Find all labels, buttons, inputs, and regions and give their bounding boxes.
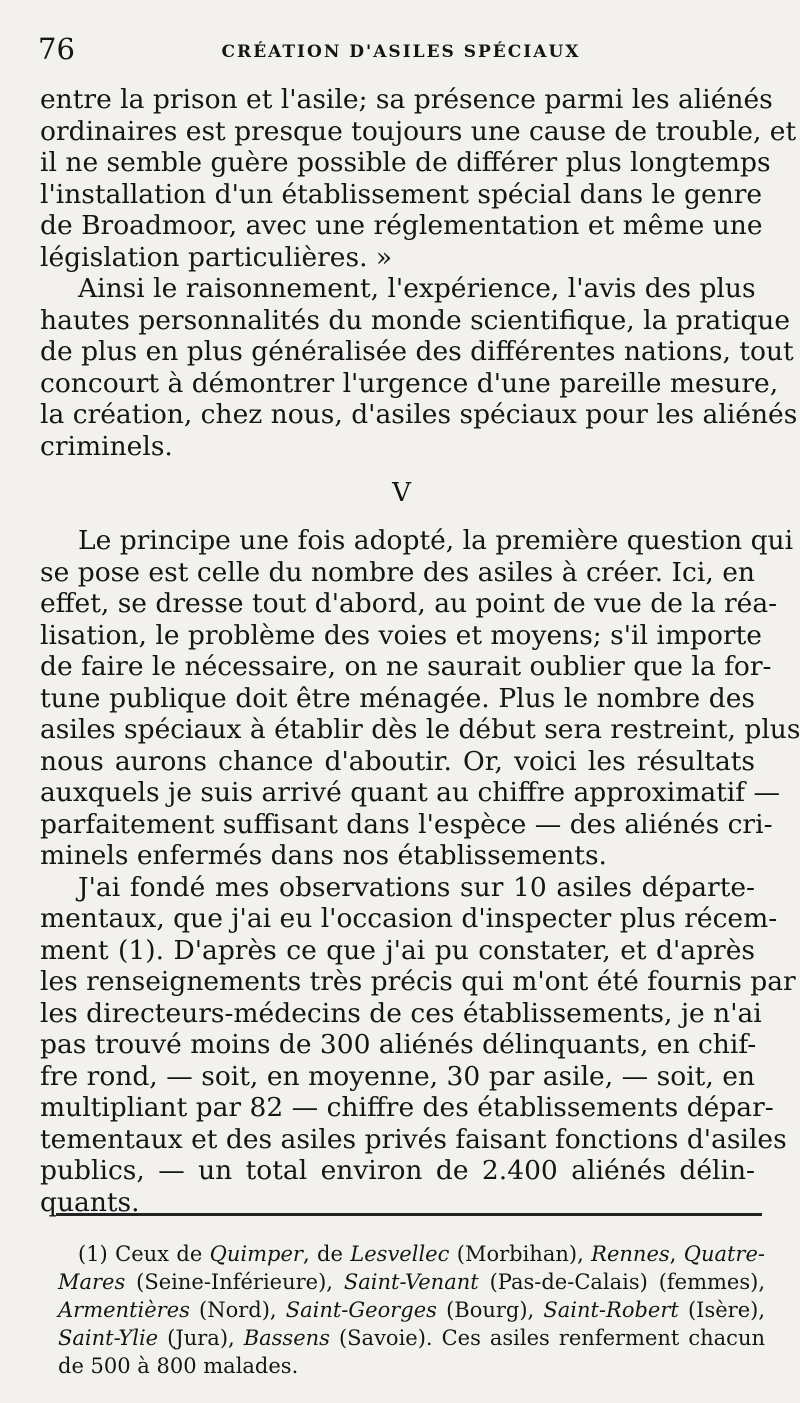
text-line: il ne semble guère possible de différer plus longtemps [40,147,771,178]
text-line: minels enfermés dans nos établissements. [40,840,607,871]
footnote-line: de 500 à 800 malades. [58,1354,299,1378]
footnote-line: Saint-Ylie (Jura), Bassens (Savoie). Ces asiles renferment chacun [58,1326,765,1350]
place-name: Saint-Robert [543,1298,679,1322]
text-line: les directeurs-médecins de ces établissements, je n'ai [40,997,762,1029]
place-name: Quatre- [683,1242,765,1266]
paragraph-1 [40,84,797,273]
text-line: fre rond, — soit, en moyenne, 30 par asile, — soit, en [40,1060,755,1092]
paragraph-4 [40,871,796,1219]
page-number: 76 [38,32,75,66]
text-line: tune publique doit être ménagée. Plus le nombre des [40,682,755,714]
text-line: parfaitement suffisant dans l'espèce — des aliénés cri- [40,808,773,840]
text-line: entre la prison et l'asile; sa présence parmi les aliénés [40,84,773,115]
running-title: CRÉATION D'ASILES SPÉCIAUX [221,42,581,62]
place-name: Armentières [58,1298,190,1322]
paragraph-3 [40,525,800,872]
text-line: auxquels je suis arrivé quant au chiffre approximatif — [40,777,780,808]
text-line: J'ai fondé mes observations sur 10 asiles départe- [78,871,755,903]
text-line: ment (1). D'après ce que j'ai pu constater, et d'après [40,934,755,966]
text-line: l'installation d'un établissement spécial dans le genre [40,178,763,210]
text-line: asiles spéciaux à établir dès le début sera restreint, plus [40,714,800,745]
section-heading: V [392,478,411,508]
text-line: multipliant par 82 — chiffre des établissements dépar- [40,1092,774,1123]
text-line: de plus en plus généralisée des différentes nations, tout [40,336,794,367]
footnote-rule [56,1213,762,1216]
text-line: ordinaires est presque toujours une cause de trouble, et [40,115,797,147]
text-line: législation particulières. » [40,241,393,273]
place-name: Mares [58,1270,126,1294]
page-header [38,32,764,72]
place-name: Bassens [243,1326,330,1350]
place-name: Saint-Venant [343,1270,479,1294]
text-line: hautes personnalités du monde scientifique, la pratique [40,304,791,336]
place-name: Rennes [591,1242,670,1266]
text-line: pas trouvé moins de 300 aliénés délinquants, en chif- [40,1029,757,1060]
footnote-line: (1) Ceux de Quimper, de Lesvellec (Morbihan), Rennes, Quatre- [78,1242,765,1266]
text-line: quants. [40,1186,140,1218]
text-line: concourt à démontrer l'urgence d'une pareille mesure, [40,367,779,399]
text-line: mentaux, que j'ai eu l'occasion d'inspecter plus récem- [40,903,778,934]
text-line: tementaux et des asiles privés faisant fonctions d'asiles [40,1123,787,1155]
body-text [40,84,800,1218]
text-line: la création, chez nous, d'asiles spéciaux pour les aliénés [40,399,798,430]
text-line: de faire le nécessaire, on ne saurait oublier que la for- [40,651,772,682]
text-line: lisation, le problème des voies et moyens; s'il importe [40,619,762,651]
paragraph-2 [40,273,798,462]
text-line: effet, se dresse tout d'abord, au point de vue de la réa- [40,588,778,619]
text-line: Ainsi le raisonnement, l'expérience, l'avis des plus [78,273,756,304]
footnote-line: Mares (Seine-Inférieure), Saint-Venant (Pas-de-Calais) (femmes), [58,1270,765,1294]
text-line: criminels. [40,430,173,462]
place-name: Lesvellec [350,1242,450,1266]
place-name: Saint-Ylie [58,1326,159,1350]
footnote [58,1240,765,1380]
place-name: Saint-Georges [285,1298,437,1322]
text-line: Le principe une fois adopté, la première question qui [78,525,794,556]
text-line: de Broadmoor, avec une réglementation et même une [40,210,763,241]
footnote-line: Armentières (Nord), Saint-Georges (Bourg), Saint-Robert (Isère), [58,1298,765,1322]
place-name: Quimper [209,1242,303,1266]
text-line: se pose est celle du nombre des asiles à créer. Ici, en [40,556,755,588]
text-line: nous aurons chance d'aboutir. Or, voici les résultats [40,745,755,777]
text-line: publics, — un total environ de 2.400 aliénés délin- [40,1155,755,1186]
text-line: les renseignements très précis qui m'ont été fournis par [40,966,796,997]
